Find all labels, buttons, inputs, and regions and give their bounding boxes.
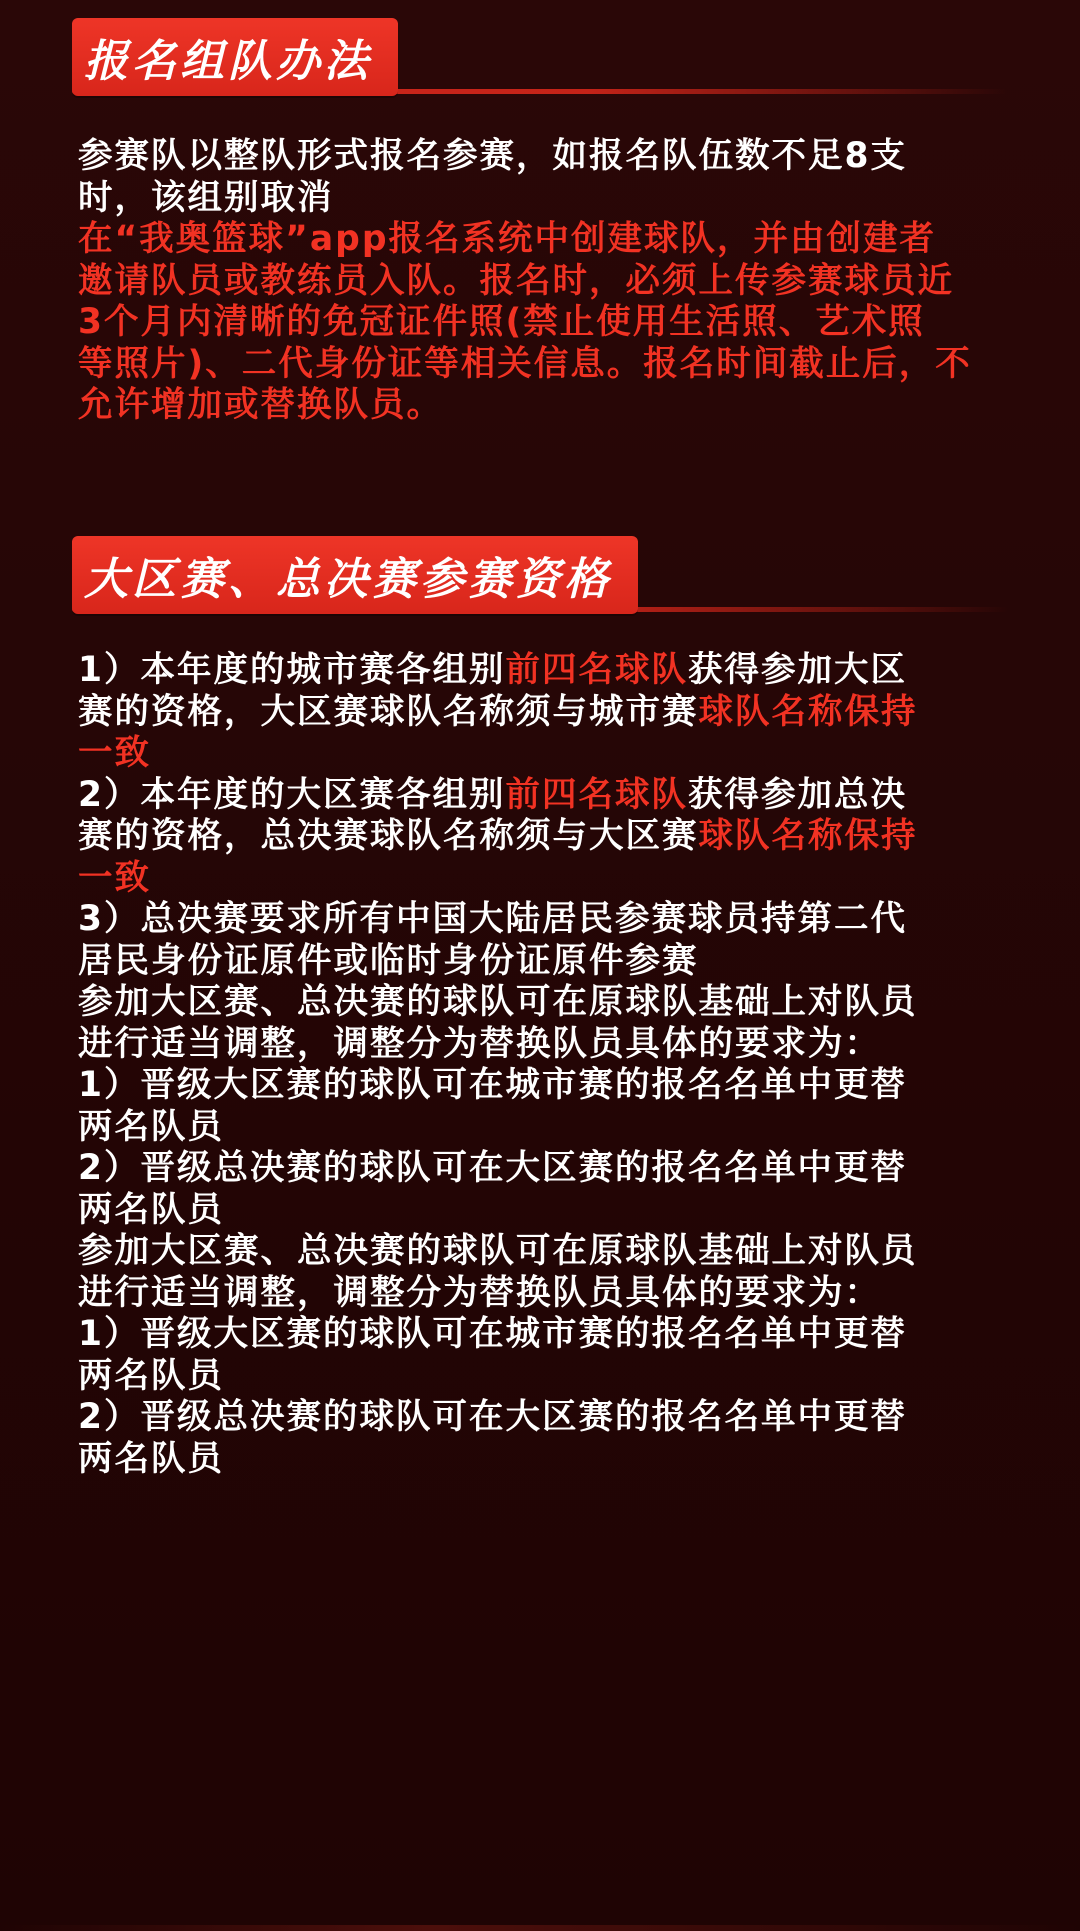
- text-line: 两名队员: [78, 1189, 224, 1230]
- section-title-tag: [72, 536, 638, 614]
- section-header: [0, 536, 1080, 618]
- rule-item-2: [78, 775, 1018, 817]
- text-segment: 赛的资格，总决赛球队名称须与大区赛: [78, 816, 699, 856]
- section-title-tag: [72, 18, 398, 96]
- text-line: 时，该组别取消: [78, 177, 334, 218]
- highlight-line: 一致: [78, 733, 151, 773]
- text-line: 2）晋级总决赛的球队可在大区赛的报名名单中更替: [78, 1397, 908, 1437]
- highlight-line: 邀请队员或教练员入队。报名时，必须上传参赛球员近: [78, 260, 954, 301]
- text-segment: 赛的资格，大区赛球队名称须与城市赛: [78, 691, 699, 732]
- text-line: 居民身份证原件或临时身份证原件参赛: [78, 940, 699, 981]
- text-line: 1）晋级大区赛的球队可在城市赛的报名名单中更替: [78, 1065, 908, 1105]
- text-line: 参加大区赛、总决赛的球队可在原球队基础上对队员: [78, 1231, 918, 1271]
- text-line: 参赛队以整队形式报名参赛，如报名队伍数不足8支: [78, 136, 908, 176]
- text-segment: 2）本年度的大区赛各组别: [78, 774, 506, 815]
- section-title: 大区赛、总决赛参赛资格: [84, 554, 612, 605]
- highlight-segment: 球队名称保持: [698, 816, 918, 856]
- section-registration: [0, 18, 1080, 100]
- text-segment: 获得参加大区: [688, 650, 908, 690]
- rule-item-1: [78, 650, 1018, 692]
- registration-text: [78, 136, 1018, 427]
- text-line: 3）总决赛要求所有中国大陆居民参赛球员持第二代: [78, 899, 908, 939]
- rule-item-2-cont: [78, 816, 1018, 858]
- rule-item-1-cont: [78, 692, 1018, 734]
- highlight-segment: 球队名称保持: [698, 691, 918, 732]
- text-segment: 获得参加总决: [688, 774, 908, 815]
- text-line: 两名队员: [78, 1438, 224, 1479]
- section-header: [0, 18, 1080, 100]
- text-line: 进行适当调整，调整分为替换队员具体的要求为：: [78, 1272, 881, 1313]
- text-line: 2）晋级总决赛的球队可在大区赛的报名名单中更替: [78, 1148, 908, 1188]
- highlight-line: 在“我奥篮球”app报名系统中创建球队，并由创建者: [78, 219, 937, 259]
- text-line: 两名队员: [78, 1106, 224, 1147]
- text-line: 两名队员: [78, 1355, 224, 1396]
- qualification-text: [78, 650, 1018, 1480]
- text-line: 进行适当调整，调整分为替换队员具体的要求为：: [78, 1023, 881, 1064]
- text-line: 1）晋级大区赛的球队可在城市赛的报名名单中更替: [78, 1314, 908, 1354]
- highlight-segment: 前四名球队: [505, 650, 689, 690]
- section-title: 报名组队办法: [84, 36, 372, 87]
- highlight-line: 允许增加或替换队员。: [78, 385, 443, 425]
- highlight-line: 3个月内清晰的免冠证件照(禁止使用生活照、艺术照: [78, 302, 925, 342]
- text-segment: 1）本年度的城市赛各组别: [78, 650, 506, 690]
- section-qualification: [0, 536, 1080, 618]
- text-line: 参加大区赛、总决赛的球队可在原球队基础上对队员: [78, 982, 918, 1022]
- highlight-segment: 前四名球队: [505, 774, 689, 815]
- highlight-line: 一致: [78, 857, 151, 898]
- bottom-decoration: [0, 1925, 1080, 1931]
- highlight-line: 等照片)、二代身份证等相关信息。报名时间截止后，不: [78, 343, 972, 384]
